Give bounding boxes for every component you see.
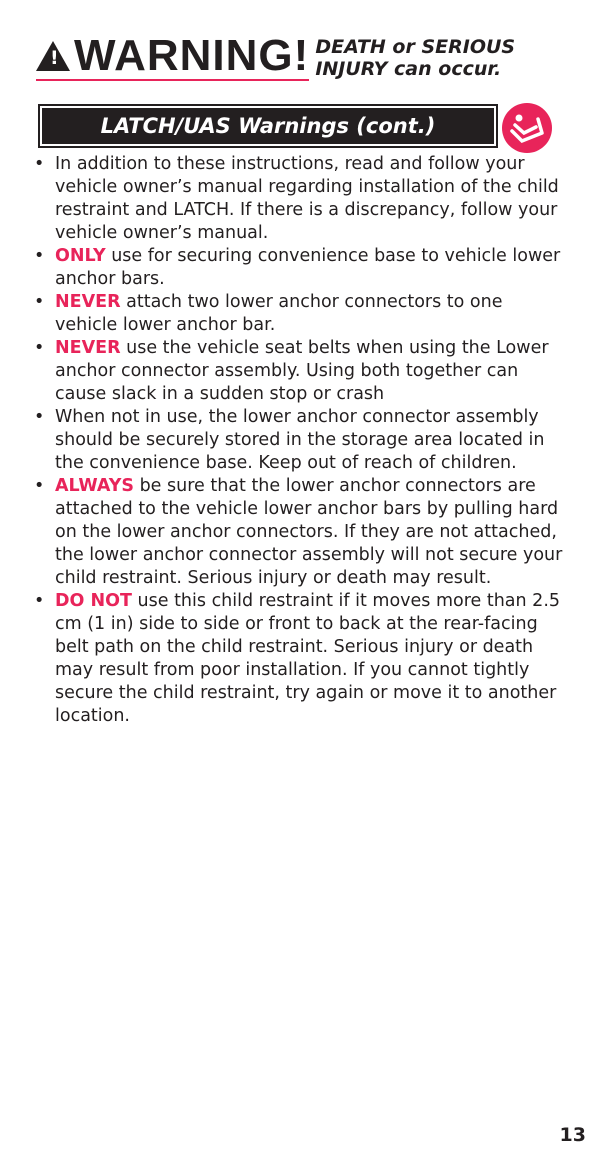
page-number: 13 [559, 1124, 586, 1146]
list-item [34, 406, 569, 475]
warning-sub-line: DEATH or SERIOUS [315, 36, 516, 58]
item-text: In addition to these instructions, read and follow your vehicle owner’s manual regarding installation of the child restraint and LATCH. If there is a discrepancy, follow your vehicle owner’s manual. [55, 154, 559, 243]
warning-word: WARNING! [74, 31, 310, 80]
bullet: • [34, 246, 45, 266]
keyword: NEVER [55, 338, 121, 358]
bullet: • [34, 338, 45, 358]
car-seat-icon [502, 103, 552, 153]
item-text: When not in use, the lower anchor connector assembly should be securely stored in the storage area located in the convenience base. Keep out of reach of children. [55, 407, 545, 473]
bullet: • [34, 154, 45, 174]
item-text: use the vehicle seat belts when using the Lower anchor connector assembly. Using both together can cause slack in a sudden stop or crash [55, 338, 549, 404]
bullet: • [34, 407, 45, 427]
list-item [34, 291, 569, 337]
item-text: attach two lower anchor connectors to one vehicle lower anchor bar. [55, 292, 503, 335]
bullet: • [34, 292, 45, 312]
list-item [34, 245, 569, 291]
bullet: • [34, 476, 45, 496]
warning-triangle-icon: ! [36, 41, 70, 71]
keyword: NEVER [55, 292, 121, 312]
list-item [34, 153, 569, 245]
list-item [34, 337, 569, 406]
list-item [34, 475, 569, 590]
bullet: • [34, 591, 45, 611]
item-text: use for securing convenience base to vehicle lower anchor bars. [55, 246, 561, 289]
section-banner [38, 104, 498, 148]
warning-sub-line: INJURY can occur. [315, 58, 502, 80]
warning-title [36, 31, 310, 81]
list-item [34, 590, 569, 728]
warning-header [36, 31, 516, 81]
keyword: ONLY [55, 246, 106, 266]
keyword: DO NOT [55, 591, 132, 611]
item-text: use this child restraint if it moves more than 2.5 cm (1 in) side to side or front to back at the rear-facing belt path on the child restraint. Serious injury or death may result from poor installation. If you cannot tightly secure the child restraint, try again or move it to another location. [55, 591, 561, 726]
section-title: LATCH/UAS Warnings (cont.) [42, 108, 494, 144]
item-text: be sure that the lower anchor connectors are attached to the vehicle lower anchor bars by pulling hard on the lower anchor connectors. If they are not attached, the lower anchor connector assembly will not secure your child restraint. Serious injury or death may result. [55, 476, 563, 588]
keyword: ALWAYS [55, 476, 134, 496]
warning-subtitle [315, 36, 515, 80]
warning-list [34, 153, 569, 728]
